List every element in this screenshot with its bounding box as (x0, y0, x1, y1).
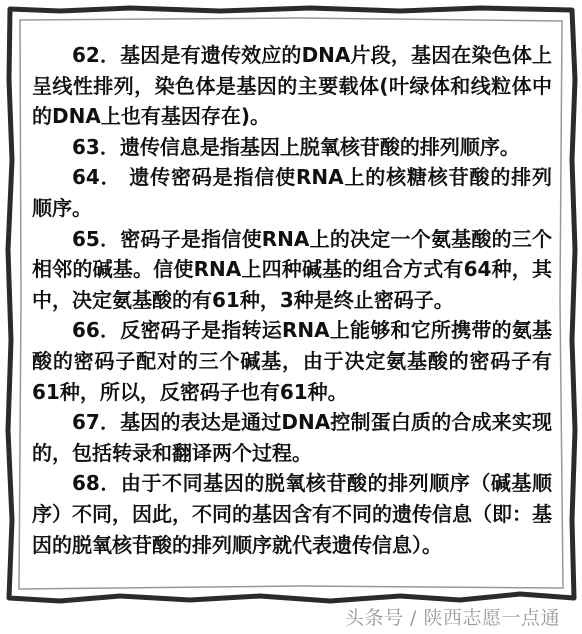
watermark-text: 头条号 / 陕西志愿一点通 (345, 607, 560, 629)
document-body (32, 40, 552, 560)
paragraph-65: 65．密码子是指信使RNA上的决定一个氨基酸的三个相邻的碱基。信使RNA上四种碱基的组合方式有64种，其中，决定氨基酸的有61种，3种是终止密码子。 (32, 226, 552, 312)
paragraph-66: 66．反密码子是指转运RNA上能够和它所携带的氨基酸的密码子配对的三个碱基，由于决定氨基酸的密码子有61种，所以，反密码子也有61种。 (32, 318, 552, 404)
paragraph-62: 62．基因是有遗传效应的DNA片段，基因在染色体上呈线性排列，染色体是基因的主要载体(叶绿体和线粒体中的DNA上也有基因存在)。 (32, 43, 552, 129)
paragraph-67: 67．基因的表达是通过DNA控制蛋白质的合成来实现的，包括转录和翻译两个过程。 (32, 410, 552, 465)
paragraph-63: 63．遗传信息是指基因上脱氧核苷酸的排列顺序。 (72, 134, 520, 159)
paragraph-68: 68．由于不同基因的脱氧核苷酸的排列顺序（碱基顺序）不同，因此，不同的基因含有不同的遗传信息（即：基因的脱氧核苷酸的排列顺序就代表遗传信息）。 (32, 471, 552, 557)
paragraph-64: 64． 遗传密码是指信使RNA上的核糖核苷酸的排列顺序。 (32, 165, 552, 220)
